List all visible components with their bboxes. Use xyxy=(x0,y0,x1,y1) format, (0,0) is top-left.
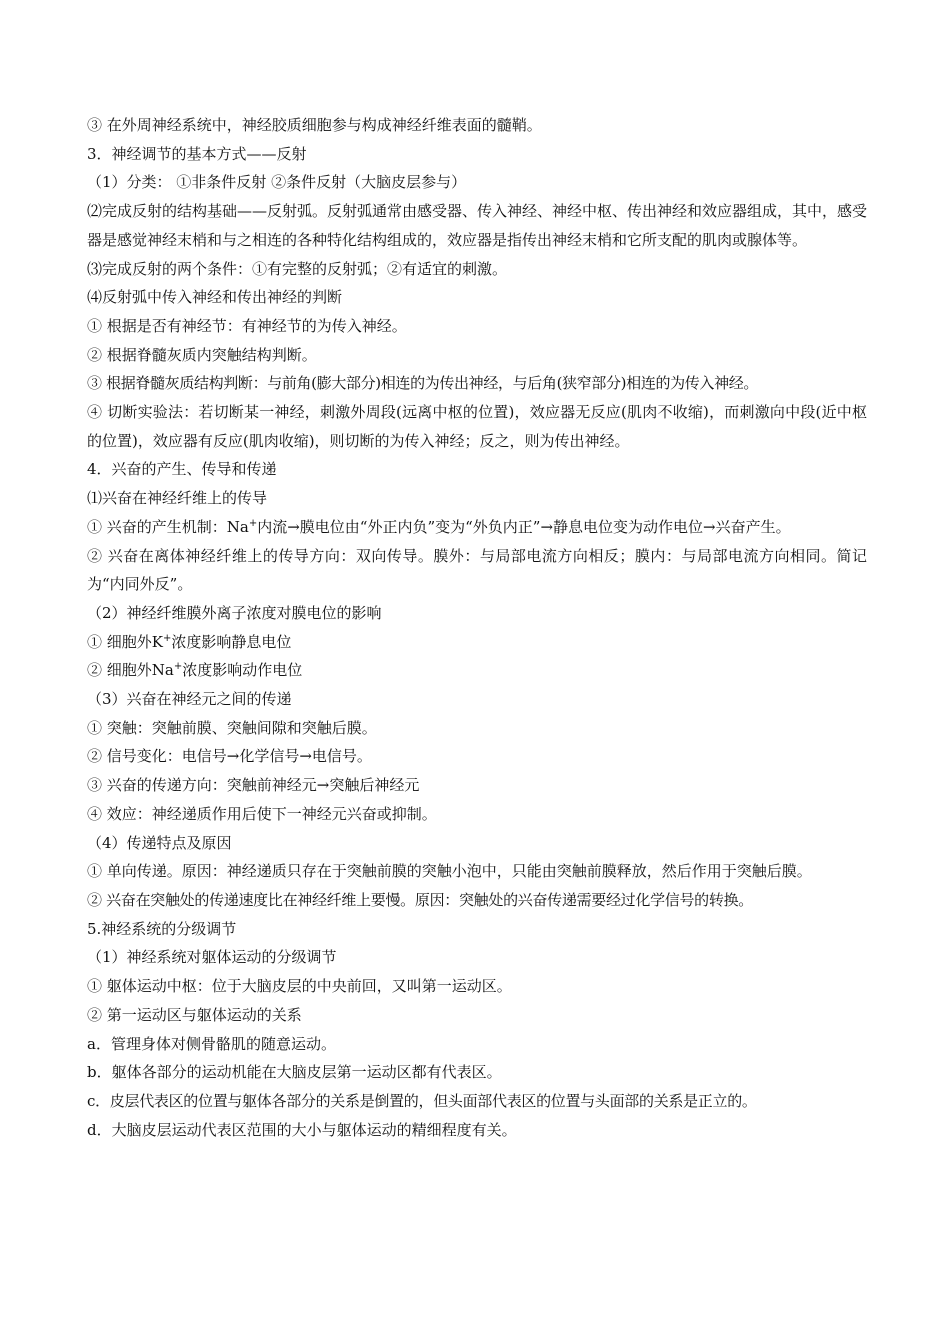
text-line: ① 突触：突触前膜、突触间隙和突触后膜。 xyxy=(87,718,377,737)
text-line xyxy=(87,656,867,685)
paragraph: ④ 切断实验法：若切断某一神经，刺激外周段(远离中枢的位置)，效应器无反应(肌肉不收缩)，而刺激向中段(近中枢的位置)，效应器有反应(肌肉收缩)，则切断的为传入神经；反之，则为传出神经。 xyxy=(87,403,867,450)
text-line: d．大脑皮层运动代表区范围的大小与躯体运动的精细程度有关。 xyxy=(87,1120,517,1139)
subheading: ⑴兴奋在神经纤维上的传导 xyxy=(87,489,268,508)
subheading: （1）神经系统对躯体运动的分级调节 xyxy=(87,948,337,967)
superscript: + xyxy=(248,517,258,529)
text-line: b．躯体各部分的运动机能在大脑皮层第一运动区都有代表区。 xyxy=(87,1063,502,1082)
text-segment: 浓度影响静息电位 xyxy=(171,632,292,651)
text-segment: ② 细胞外Na xyxy=(87,661,174,680)
text-line: ① 躯体运动中枢：位于大脑皮层的中央前回，又叫第一运动区。 xyxy=(87,977,512,996)
text-line: ② 信号变化：电信号→化学信号→电信号。 xyxy=(87,747,372,766)
subheading: （3）兴奋在神经元之间的传递 xyxy=(87,690,292,709)
text-line: ③ 根据脊髓灰质结构判断：与前角(膨大部分)相连的为传出神经，与后角(狭窄部分)相连的为传入神经。 xyxy=(87,374,759,393)
document-body xyxy=(87,111,867,1144)
text-line: a．管理身体对侧骨骼肌的随意运动。 xyxy=(87,1034,336,1053)
paragraph: ② 兴奋在离体神经纤维上的传导方向：双向传导。膜外：与局部电流方向相反；膜内：与局部电流方向相同。简记为“内同外反”。 xyxy=(87,546,867,594)
paragraph xyxy=(87,513,867,542)
text-segment: ① 细胞外K xyxy=(87,632,163,651)
text-line: ② 第一运动区与躯体运动的关系 xyxy=(87,1005,302,1024)
text-line: ① 根据是否有神经节：有神经节的为传入神经。 xyxy=(87,316,407,335)
text-line: c．皮层代表区的位置与躯体各部分的关系是倒置的，但头面部代表区的位置与头面部的关系是正立的。 xyxy=(87,1091,757,1110)
text-line: （1）分类： ①非条件反射 ②条件反射（大脑皮层参与） xyxy=(87,173,467,192)
subheading: （4）传递特点及原因 xyxy=(87,833,232,852)
subheading: ⑷反射弧中传入神经和传出神经的判断 xyxy=(87,288,343,307)
text-line: ④ 效应：神经递质作用后使下一神经元兴奋或抑制。 xyxy=(87,804,437,823)
superscript: + xyxy=(162,632,172,644)
text-line: ③ 在外周神经系统中，神经胶质细胞参与构成神经纤维表面的髓鞘。 xyxy=(87,116,542,134)
text-segment: 内流→膜电位由“外正内负”变为“外负内正”→静息电位变为动作电位→兴奋产生。 xyxy=(257,517,791,536)
text-segment: 浓度影响动作电位 xyxy=(182,661,303,680)
text-line: ② 兴奋在突触处的传递速度比在神经纤维上要慢。原因：突触处的兴奋传递需要经过化学信号的转换。 xyxy=(87,890,753,909)
paragraph: ⑵完成反射的结构基础——反射弧。反射弧通常由感受器、传入神经、神经中枢、传出神经和效应器组成，其中，感受器是感觉神经末梢和与之相连的各种特化结构组成的，效应器是指传出神经末梢和它所支配的肌肉或腺体等。 xyxy=(87,202,868,249)
subheading: （2）神经纤维膜外离子浓度对膜电位的影响 xyxy=(87,603,382,622)
text-segment: ① 兴奋的产生机制：Na xyxy=(87,517,249,536)
section-heading: 5.神经系统的分级调节 xyxy=(87,919,237,938)
section-heading: 4．兴奋的产生、传导和传递 xyxy=(87,460,277,479)
text-line: ⑶完成反射的两个条件：①有完整的反射弧；②有适宜的刺激。 xyxy=(87,259,508,278)
text-line: ② 根据脊髓灰质内突触结构判断。 xyxy=(87,345,317,364)
paragraph: ① 单向传递。原因：神经递质只存在于突触前膜的突触小泡中，只能由突触前膜释放，然后作用于突触后膜。 xyxy=(87,862,812,881)
text-line: ③ 兴奋的传递方向：突触前神经元→突触后神经元 xyxy=(87,776,420,795)
section-heading: 3．神经调节的基本方式——反射 xyxy=(87,144,307,163)
text-line xyxy=(87,628,867,657)
superscript: + xyxy=(173,661,183,673)
